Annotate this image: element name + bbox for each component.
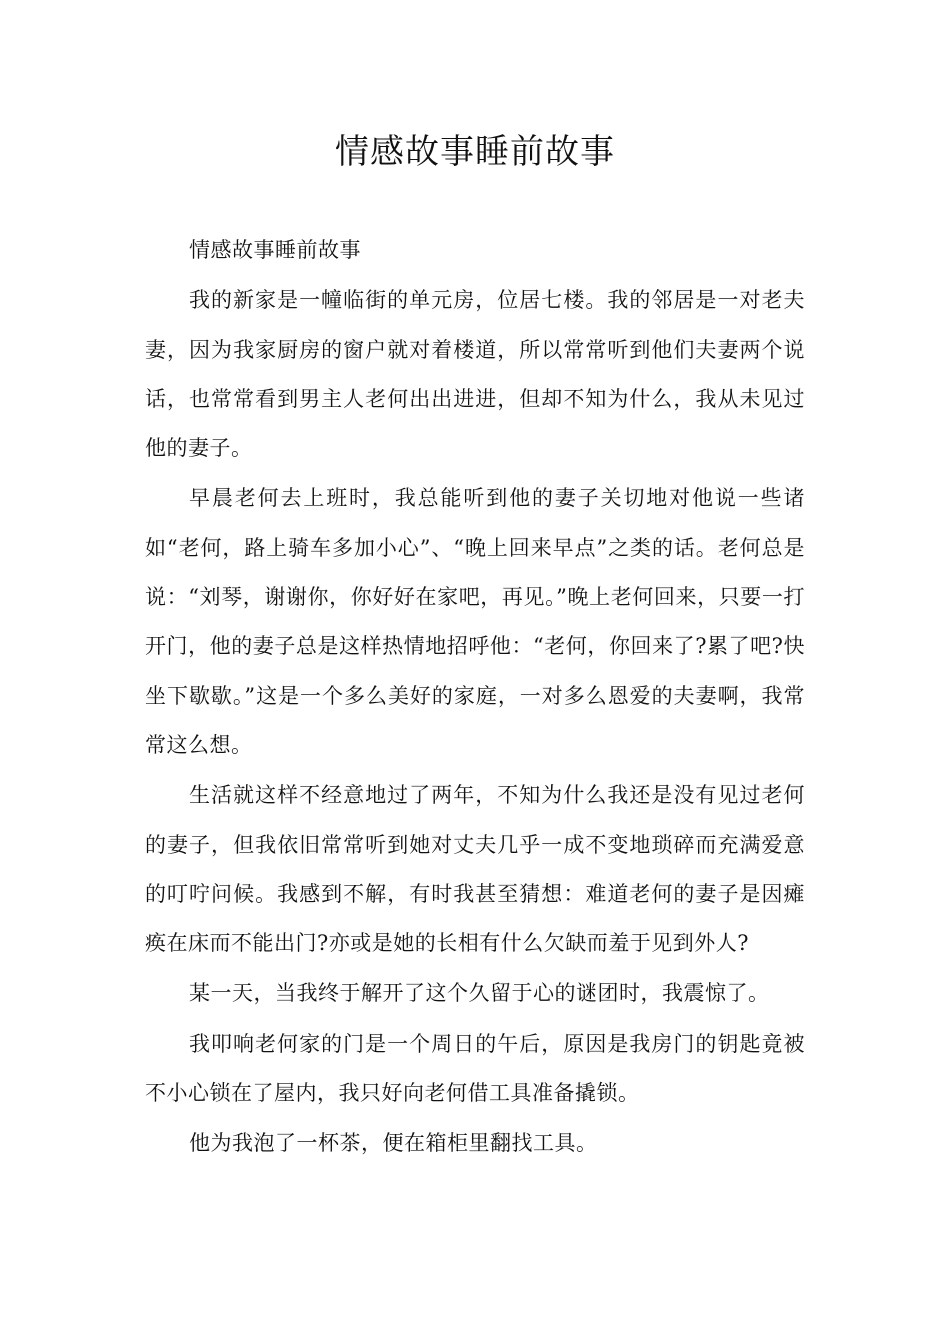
paragraph: 我的新家是一幢临街的单元房，位居七楼。我的邻居是一对老夫妻，因为我家厨房的窗户就对着楼道，所以常常听到他们夫妻两个说话，也常常看到男主人老何出出进进，但却不知为什么，我从未见过他的妻子。	[145, 288, 805, 461]
paragraph: 早晨老何去上班时，我总能听到他的妻子关切地对他说一些诸如“老何，路上骑车多加小心”、“晚上回来早点”之类的话。老何总是说：“刘琴，谢谢你，你好好在家吧，再见。”晚上老何回来，只要一打开门，他的妻子总是这样热情地招呼他：“老何，你回来了?累了吧?快坐下歇歇。”这是一个多么美好的家庭，一对多么恩爱的夫妻啊，我常常这么想。	[145, 486, 805, 757]
paragraph-subtitle: 情感故事睡前故事	[189, 238, 361, 262]
paragraph: 我叩响老何家的门是一个周日的午后，原因是我房门的钥匙竟被不小心锁在了屋内，我只好向老何借工具准备撬锁。	[145, 1031, 805, 1106]
document-body	[145, 226, 805, 1170]
document-title: 情感故事睡前故事	[335, 132, 615, 172]
paragraph: 某一天，当我终于解开了这个久留于心的谜团时，我震惊了。	[189, 981, 770, 1006]
paragraph: 生活就这样不经意地过了两年，不知为什么我还是没有见过老何的妻子，但我依旧常常听到她对丈夫几乎一成不变地琐碎而充满爱意的叮咛问候。我感到不解，有时我甚至猜想：难道老何的妻子是因瘫痪在床而不能出门?亦或是她的长相有什么欠缺而羞于见到外人?	[145, 783, 805, 956]
paragraph: 他为我泡了一杯茶，便在箱柜里翻找工具。	[189, 1131, 598, 1156]
